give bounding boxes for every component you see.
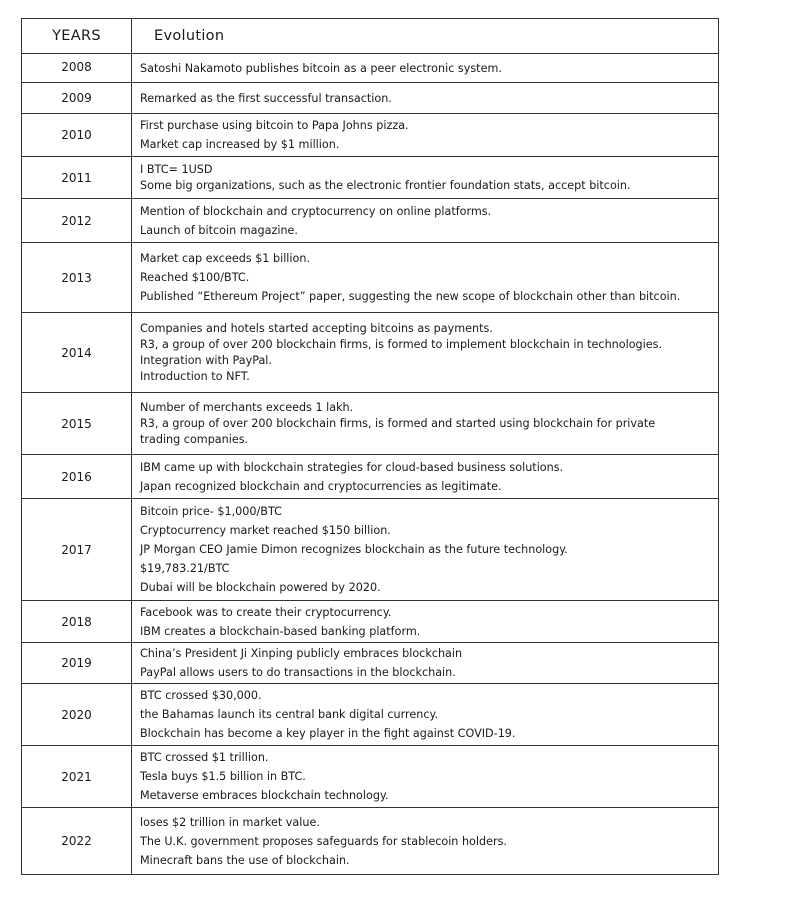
event-text: Companies and hotels started accepting bitcoins as payments. — [140, 322, 493, 335]
event-text: BTC crossed $1 trillion. — [140, 751, 269, 764]
evolution-cell — [132, 393, 719, 455]
year-cell: 2014 — [22, 313, 132, 393]
evolution-cell — [132, 243, 719, 313]
year-cell: 2015 — [22, 393, 132, 455]
event-text: Blockchain has become a key player in the fight against COVID-19. — [140, 727, 516, 740]
event-text: trading companies. — [140, 433, 249, 446]
year-cell: 2010 — [22, 114, 132, 157]
event-text: Reached $100/BTC. — [140, 271, 250, 284]
year-cell: 2012 — [22, 199, 132, 243]
table-row — [22, 114, 719, 157]
event-text: Satoshi Nakamoto publishes bitcoin as a peer electronic system. — [140, 61, 502, 75]
event-text: BTC crossed $30,000. — [140, 689, 262, 702]
event-text: Metaverse embraces blockchain technology. — [140, 789, 389, 802]
table-row — [22, 808, 719, 875]
year-cell: 2017 — [22, 499, 132, 601]
year-cell: 2019 — [22, 643, 132, 684]
evolution-cell — [132, 313, 719, 393]
evolution-cell — [132, 114, 719, 157]
evolution-header: Evolution — [132, 19, 719, 54]
evolution-cell — [132, 746, 719, 808]
event-text: Introduction to NFT. — [140, 370, 250, 383]
evolution-table — [21, 18, 719, 875]
evolution-cell — [132, 601, 719, 643]
table-body — [22, 54, 719, 875]
event-text: First purchase using bitcoin to Papa Johns pizza. — [140, 119, 409, 132]
year-cell: 2008 — [22, 54, 132, 83]
table-row — [22, 54, 719, 83]
evolution-cell — [132, 455, 719, 499]
years-header: YEARS — [22, 19, 132, 54]
year-cell: 2013 — [22, 243, 132, 313]
event-text: Cryptocurrency market reached $150 billion. — [140, 524, 391, 537]
event-text: the Bahamas launch its central bank digital currency. — [140, 708, 439, 721]
year-cell: 2016 — [22, 455, 132, 499]
evolution-cell — [132, 157, 719, 199]
event-text: China’s President Ji Xinping publicly embraces blockchain — [140, 647, 463, 660]
event-text: JP Morgan CEO Jamie Dimon recognizes blockchain as the future technology. — [140, 543, 568, 556]
year-cell: 2011 — [22, 157, 132, 199]
year-cell: 2021 — [22, 746, 132, 808]
evolution-cell — [132, 499, 719, 601]
event-text: PayPal allows users to do transactions in the blockchain. — [140, 666, 456, 679]
table-row — [22, 684, 719, 746]
table-row — [22, 455, 719, 499]
evolution-cell — [132, 199, 719, 243]
table-row — [22, 199, 719, 243]
event-text: Launch of bitcoin magazine. — [140, 223, 298, 237]
table-row — [22, 83, 719, 114]
event-text: R3, a group of over 200 blockchain firms, is formed to implement blockchain in technologies. — [140, 338, 663, 351]
table-row — [22, 313, 719, 393]
event-text: IBM creates a blockchain-based banking platform. — [140, 624, 421, 638]
header-row — [22, 19, 719, 54]
evolution-cell — [132, 808, 719, 875]
event-text: R3, a group of over 200 blockchain firms, is formed and started using blockchain for private — [140, 417, 656, 430]
event-text: Mention of blockchain and cryptocurrency on online platforms. — [140, 204, 492, 218]
event-text: Published “Ethereum Project” paper, suggesting the new scope of blockchain other than bitcoin. — [140, 290, 681, 303]
year-cell: 2009 — [22, 83, 132, 114]
table-row — [22, 499, 719, 601]
event-text: $19,783.21/BTC — [140, 562, 230, 575]
table-row — [22, 601, 719, 643]
event-text: loses $2 trillion in market value. — [140, 815, 320, 829]
evolution-cell — [132, 684, 719, 746]
event-text: Some big organizations, such as the electronic frontier foundation stats, accept bitcoin. — [140, 179, 631, 192]
event-text: Tesla buys $1.5 billion in BTC. — [140, 770, 306, 783]
year-cell: 2022 — [22, 808, 132, 875]
event-text: Minecraft bans the use of blockchain. — [140, 853, 350, 867]
event-text: Number of merchants exceeds 1 lakh. — [140, 401, 354, 414]
event-text: Facebook was to create their cryptocurrency. — [140, 605, 392, 619]
evolution-cell — [132, 643, 719, 684]
event-text: Integration with PayPal. — [140, 354, 272, 367]
year-cell: 2020 — [22, 684, 132, 746]
table-row — [22, 393, 719, 455]
table-row — [22, 746, 719, 808]
event-text: Market cap increased by $1 million. — [140, 138, 340, 151]
event-text: The U.K. government proposes safeguards for stablecoin holders. — [140, 834, 507, 848]
year-cell: 2018 — [22, 601, 132, 643]
event-text: IBM came up with blockchain strategies for cloud-based business solutions. — [140, 460, 564, 474]
evolution-cell — [132, 54, 719, 83]
event-text: Remarked as the first successful transaction. — [140, 91, 392, 105]
evolution-cell — [132, 83, 719, 114]
table-row — [22, 643, 719, 684]
table-row — [22, 243, 719, 313]
event-text: Dubai will be blockchain powered by 2020. — [140, 581, 381, 594]
table-row — [22, 157, 719, 199]
event-text: Market cap exceeds $1 billion. — [140, 252, 311, 265]
event-text: I BTC= 1USD — [140, 163, 213, 176]
event-text: Bitcoin price- $1,000/BTC — [140, 505, 282, 518]
event-text: Japan recognized blockchain and cryptocurrencies as legitimate. — [140, 479, 502, 493]
